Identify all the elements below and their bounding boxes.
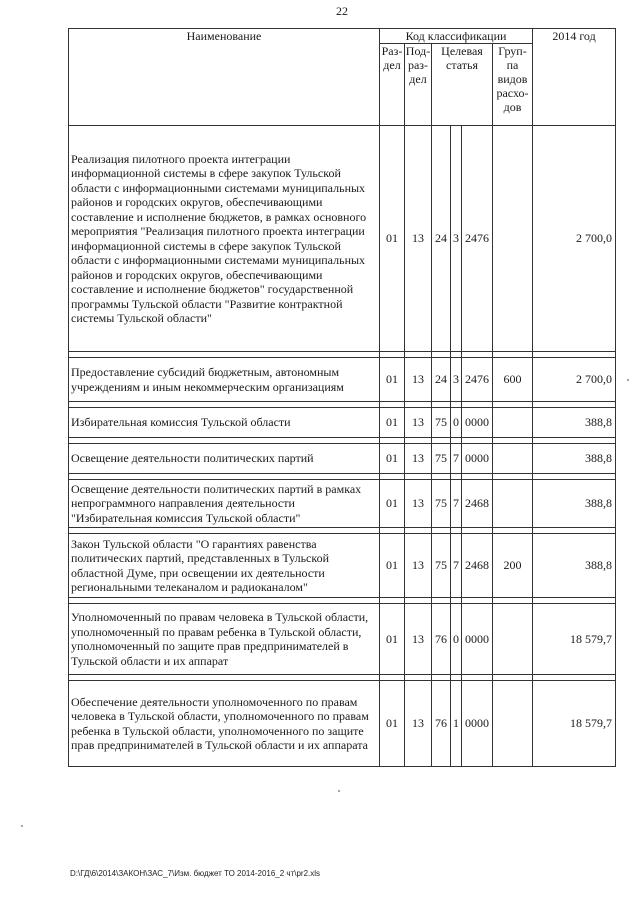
row-section: 01	[380, 358, 405, 402]
row-name: Освещение деятельности политических партий	[69, 444, 380, 474]
row-target-part1: 24	[432, 358, 451, 402]
row-amount: 2 700,0	[533, 126, 616, 352]
header-target-item: Целевая статья	[432, 44, 493, 126]
row-amount: 2 700,0	[533, 358, 616, 402]
budget-table	[68, 28, 616, 767]
header-classification-code: Код классификации	[380, 29, 533, 44]
row-section: 01	[380, 126, 405, 352]
row-target-part1: 76	[432, 604, 451, 675]
row-amount: 388,8	[533, 480, 616, 528]
row-expense-group	[493, 126, 533, 352]
row-section: 01	[380, 480, 405, 528]
header-expense-group: Груп- па видов расхо- дов	[493, 44, 533, 126]
row-subsection: 13	[405, 358, 432, 402]
row-amount: 388,8	[533, 408, 616, 438]
row-name: Реализация пилотного проекта интеграции информационной системы в сфере закупок Тульской области с информационными системами муниципальных районов и городских округов, обеспечивающими составление и исполнение бюджетов, в рамках основного мероприятия "Реализация пилотного проекта интеграции информационной системы в сфере закупок Тульской области с информационными системами муниципальных районов и городских округов, обеспечивающими составление и исполнение бюджетов" государственной программы Тульской области "Развитие контрактной системы Тульской области"	[69, 126, 380, 352]
row-amount: 388,8	[533, 444, 616, 474]
row-expense-group	[493, 444, 533, 474]
table-row	[69, 444, 616, 474]
row-name: Закон Тульской области "О гарантиях равенства политических партий, представленных в Тульской областной Думе, при освещении их деятельности региональными телеканалом и радиоканалом"	[69, 534, 380, 598]
table-row	[69, 681, 616, 767]
row-name: Избирательная комиссия Тульской области	[69, 408, 380, 438]
row-amount: 388,8	[533, 534, 616, 598]
row-target-part3: 0000	[462, 681, 493, 767]
table-row	[69, 126, 616, 352]
row-amount: 18 579,7	[533, 604, 616, 675]
row-expense-group	[493, 480, 533, 528]
scan-speck	[627, 379, 629, 381]
row-target-part1: 24	[432, 126, 451, 352]
row-amount: 18 579,7	[533, 681, 616, 767]
row-target-part2: 7	[451, 534, 462, 598]
row-target-part1: 75	[432, 480, 451, 528]
row-target-part2: 7	[451, 444, 462, 474]
row-target-part3: 0000	[462, 408, 493, 438]
table-row	[69, 534, 616, 598]
row-target-part2: 3	[451, 358, 462, 402]
row-target-part2: 0	[451, 604, 462, 675]
row-target-part1: 76	[432, 681, 451, 767]
row-target-part3: 2476	[462, 126, 493, 352]
row-section: 01	[380, 681, 405, 767]
row-target-part2: 0	[451, 408, 462, 438]
row-name: Обеспечение деятельности уполномоченного по правам человека в Тульской области, уполномоченного по правам ребенка в Тульской области, уполномоченного по защите прав предпринимателей в Тульской области и их аппарата	[69, 681, 380, 767]
row-section: 01	[380, 444, 405, 474]
row-subsection: 13	[405, 126, 432, 352]
row-target-part2: 7	[451, 480, 462, 528]
row-expense-group	[493, 408, 533, 438]
page-number: 22	[336, 4, 348, 18]
row-subsection: 13	[405, 408, 432, 438]
row-subsection: 13	[405, 480, 432, 528]
row-target-part1: 75	[432, 444, 451, 474]
table-row	[69, 604, 616, 675]
row-target-part1: 75	[432, 534, 451, 598]
row-name: Освещение деятельности политических партий в рамках непрограммного направления деятельности "Избирательная комиссия Тульской области"	[69, 480, 380, 528]
table-row	[69, 358, 616, 402]
header-section: Раз- дел	[380, 44, 405, 126]
row-target-part3: 0000	[462, 444, 493, 474]
table-row	[69, 480, 616, 528]
row-section: 01	[380, 408, 405, 438]
scan-speck	[338, 790, 340, 792]
row-target-part1: 75	[432, 408, 451, 438]
row-expense-group: 600	[493, 358, 533, 402]
row-target-part3: 2476	[462, 358, 493, 402]
row-name: Предоставление субсидий бюджетным, автономным учреждениям и иным некоммерческим организациям	[69, 358, 380, 402]
row-subsection: 13	[405, 681, 432, 767]
row-subsection: 13	[405, 534, 432, 598]
row-expense-group	[493, 604, 533, 675]
row-target-part2: 1	[451, 681, 462, 767]
table-row	[69, 408, 616, 438]
header-subsection: Под- раз- дел	[405, 44, 432, 126]
row-target-part2: 3	[451, 126, 462, 352]
row-section: 01	[380, 604, 405, 675]
row-subsection: 13	[405, 604, 432, 675]
scan-speck	[21, 825, 23, 827]
row-expense-group: 200	[493, 534, 533, 598]
header-year: 2014 год	[533, 29, 616, 126]
row-name: Уполномоченный по правам человека в Тульской области, уполномоченный по правам ребенка в Тульской области, уполномоченный по защите прав предпринимателей в Тульской области и их аппарат	[69, 604, 380, 675]
row-section: 01	[380, 534, 405, 598]
row-target-part3: 0000	[462, 604, 493, 675]
footer-file-path: D:\ГД\6\2014\ЗАКОН\ЗАС_7\Изм. бюджет ТО 2014-2016_2 чт\pr2.xls	[70, 869, 321, 878]
row-expense-group	[493, 681, 533, 767]
header-name: Наименование	[69, 29, 380, 126]
row-target-part3: 2468	[462, 480, 493, 528]
row-subsection: 13	[405, 444, 432, 474]
row-target-part3: 2468	[462, 534, 493, 598]
